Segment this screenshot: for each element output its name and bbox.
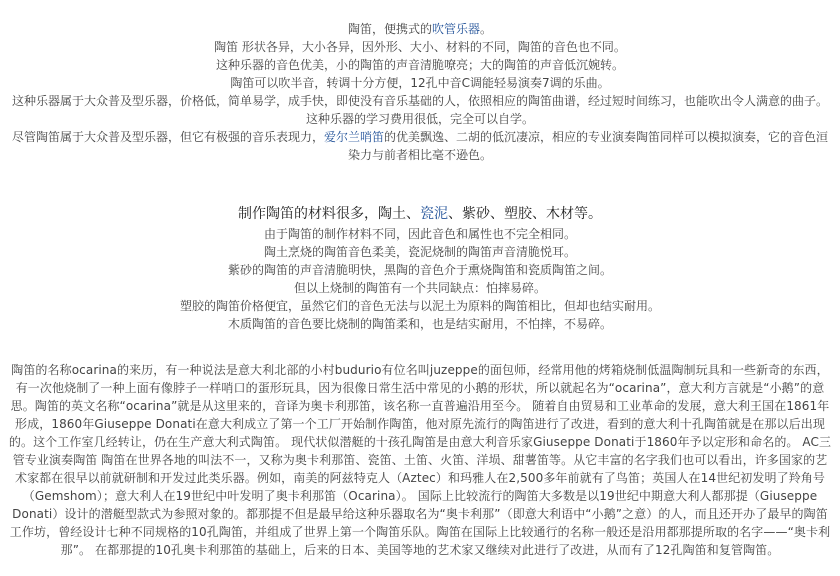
intro-line: 陶笛 形状各异，大小各异，因外形、大小、材料的不同，陶笛的音色也不同。 (214, 40, 626, 54)
intro-last-prefix: 尽管陶笛属于大众普及型乐器，但它有极强的音乐表现力， (11, 130, 324, 144)
intro-line-prefix: 陶笛，便携式的 (347, 22, 432, 36)
history-section (8, 361, 832, 559)
intro-line: 陶笛可以吹半音，转调十分方便，12孔中音C调能轻易演奏7调的乐曲。 (230, 76, 610, 90)
materials-line: 陶土烹烧的陶笛音色柔美，瓷泥烧制的陶笛声音清脆悦耳。 (263, 245, 576, 259)
history-paragraph: 陶笛的名称ocarina的来历，有一种说法是意大利北部的小村budurio有位名叫juzeppe的面包师，经常用他的烤箱烧制低温陶制玩具和一些新奇的东西，有一次他烧制了一种上面有像脖子一样哨口的蛋形玩具，因为很像日常生活中常见的小鹅的形状，所以就起名为“ocarina”，意大利方言就是“小鹅”的意思。陶笛的英文名称“ocarina”就是从这里来的，音译为奥卡利那笛，该名称一直普遍沿用至今。 随着自由贸易和工业革命的发展，意大利王国在1861年形成，1860年Giuseppe Donati在意大利成立了第一个工厂开始制作陶笛，他对原先流行的陶笛进行了改进，看到的意大利十孔陶笛就是在那以后出现的。这个工作室几经转让，仍在生产意大利式陶笛。 现代状似潜艇的十孩孔陶笛是由意大利音乐家Giuseppe Donati于1860年予以定形和命名的。 AC三管专业演奏陶笛 陶笛在世界各地的叫法不一，又称为奥卡利那笛、瓷笛、土笛、火笛、洋埙、甜薯笛等。从它丰富的名字我们也可以看出，许多国家的艺术家都在很早以前就研制和开发过此类乐器。例如，南美的阿兹特克人（Aztec）和玛雅人在2,500多年前就有了鸟笛；英国人在14世纪初发明了羚角号（Gemshom）；意大利人在19世纪中叶发明了奥卡利那笛（Ocarina）。 国际上比较流行的陶笛大多数是以19世纪中期意大利人都那提（Giuseppe Donati）设计的潜艇型款式为参照对象的。都那提不但是最早给这种乐器取名为“奥卡利那”（即意大利语中“小鹅”之意）的人，而且还开办了最早的陶笛工作坊，曾经设计七种不同规格的10孔陶笛，并组成了世界上第一个陶笛乐队。陶笛在国际上比较通行的名称一般还是沿用都那提所取的名字——“奥卡利那”。 在都那提的10孔奥卡利那笛的基础上，后来的日本、美国等地的艺术家又继续对此进行了改进，从而有了12孔陶笛和复管陶笛。 (8, 363, 832, 557)
materials-heading-prefix: 制作陶笛的材料很多，陶土、 (238, 206, 420, 222)
materials-line: 木质陶笛的音色要比烧制的陶笛柔和，也是结实耐用，不怕摔，不易碎。 (227, 317, 612, 331)
irish-whistle-link[interactable]: 爱尔兰哨笛 (323, 130, 384, 144)
materials-line: 塑胶的陶笛价格便宜，虽然它们的音色无法与以泥土为原料的陶笛相比，但却也结实耐用。 (179, 299, 660, 313)
wind-instrument-link[interactable]: 吹管乐器 (431, 22, 480, 36)
materials-heading (8, 204, 832, 224)
intro-line: 这种乐器的学习费用很低，完全可以自学。 (305, 112, 534, 126)
intro-line: 这种乐器属于大众普及型乐器，价格低，简单易学，成手快，即使没有音乐基础的人，依照相应的陶笛曲谱，经过短时间练习，也能吹出令人满意的曲子。 (11, 94, 828, 108)
intro-line: 这种乐器的音色优美，小的陶笛的声音清脆嘹亮；大的陶笛的声音低沉婉转。 (215, 58, 624, 72)
intro-last-suffix: 的优美飘逸、二胡的低沉凄凉，相应的专业演奏陶笛同样可以模拟演奏，它的音色洹染力与前者相比毫不逊色。 (347, 130, 829, 162)
intro-line-suffix: 。 (480, 22, 493, 36)
intro-line (8, 20, 832, 38)
intro-section (8, 20, 832, 164)
materials-line: 但以上烧制的陶笛有一个共同缺点：怕摔易碎。 (293, 281, 546, 295)
materials-line: 紫砂的陶笛的声音清脆明快，黑陶的音色介于熏烧陶笛和瓷质陶笛之间。 (227, 263, 612, 277)
materials-heading-suffix: 、紫砂、塑胶、木材等。 (448, 206, 602, 222)
intro-line (8, 128, 832, 164)
materials-section (8, 204, 832, 333)
materials-line: 由于陶笛的制作材料不同，因此音色和属性也不完全相同。 (263, 227, 576, 241)
porcelain-clay-link[interactable]: 瓷泥 (420, 206, 448, 222)
